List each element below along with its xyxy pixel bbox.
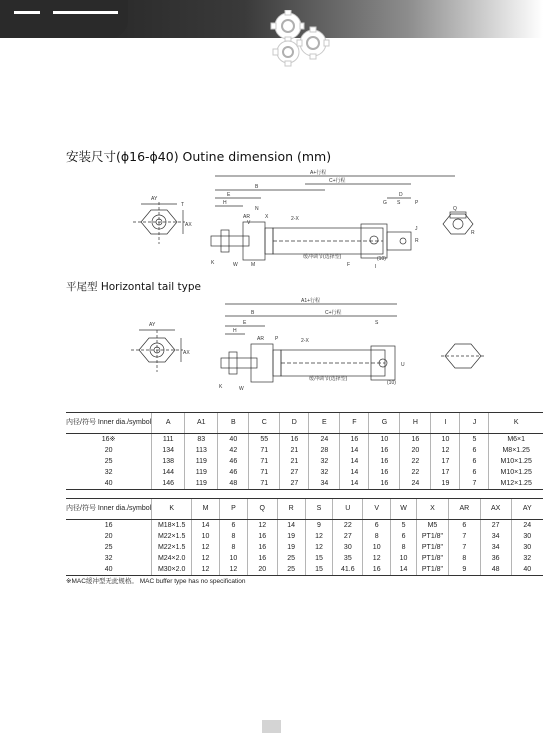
dim-c-stroke: C+行程: [325, 310, 342, 316]
table-cell: 27: [280, 478, 309, 490]
dim-ax: AX: [185, 222, 192, 228]
table-cell: 15: [305, 553, 333, 564]
buffer-label: 缓冲调节(选择型): [309, 376, 348, 382]
table-cell: 30: [333, 542, 363, 553]
buffer-label: 缓冲调节(选择型): [303, 254, 342, 260]
table-cell: 6: [460, 456, 489, 467]
table-cell: 71: [249, 445, 280, 456]
dim-ar: AR: [257, 336, 264, 342]
table-cell: 8: [448, 553, 480, 564]
table-cell: 6: [391, 531, 417, 542]
table-cell: 71: [249, 478, 280, 490]
table-row: [66, 456, 543, 467]
table-cell: M5: [417, 520, 449, 532]
dim-ax: AX: [183, 350, 190, 356]
dim-t: T: [181, 202, 185, 208]
table-cell: 5: [460, 434, 489, 446]
table-cell: 9: [305, 520, 333, 532]
table-cell: 14: [340, 467, 369, 478]
table-cell: 32: [511, 553, 543, 564]
dim-w: W: [233, 262, 238, 268]
table-cell: 6: [460, 445, 489, 456]
page-number-tab: [262, 720, 281, 733]
table-cell: 40: [66, 564, 152, 576]
table-cell: 10: [391, 553, 417, 564]
table-cell: 83: [185, 434, 218, 446]
dim-10: (10): [377, 256, 386, 262]
table-cell: 17: [431, 467, 460, 478]
dim-r2: R: [471, 230, 475, 236]
table-cell: M30×2.0: [152, 564, 192, 576]
table-cell: 12: [219, 564, 247, 576]
table-cell: 41.6: [333, 564, 363, 576]
table-cell: 46: [218, 456, 249, 467]
header-cell: H: [400, 413, 431, 434]
dim-p: P: [415, 200, 419, 206]
header-cell: R: [277, 499, 305, 520]
dim-f: F: [347, 262, 351, 268]
table-cell: 111: [152, 434, 185, 446]
header-cell: Q: [247, 499, 277, 520]
dim-s: S: [397, 200, 401, 206]
header-cell: U: [333, 499, 363, 520]
dim-h: H: [233, 328, 237, 334]
header-cell: P: [219, 499, 247, 520]
horizontal-tail-title: 平尾型 Horizontal tail type: [66, 281, 201, 293]
dim-p: P: [275, 336, 279, 342]
table-cell: 8: [391, 542, 417, 553]
table-cell: 27: [480, 520, 511, 532]
table-cell: 15: [305, 564, 333, 576]
table-cell: PT1/8": [417, 542, 449, 553]
table-cell: 12: [192, 564, 220, 576]
dim-ay: AY: [151, 196, 158, 202]
dim-ay: AY: [149, 322, 156, 328]
header-cell: F: [340, 413, 369, 434]
table-cell: 10: [363, 542, 391, 553]
table-cell: 71: [249, 467, 280, 478]
header-tab: [0, 0, 128, 38]
dim-j: J: [415, 226, 418, 232]
table-cell: 20: [104, 533, 113, 540]
table-cell: 32: [104, 469, 113, 476]
table-cell: 48: [218, 478, 249, 490]
table-cell: 22: [400, 456, 431, 467]
table-cell: 27: [280, 467, 309, 478]
dim-k: K: [211, 260, 215, 266]
table-row: [66, 434, 543, 446]
table-cell: 22: [400, 467, 431, 478]
table-cell: 36: [480, 553, 511, 564]
table-cell: 25: [277, 564, 305, 576]
table-cell: 24: [511, 520, 543, 532]
side-view-hexagon: [443, 214, 473, 234]
table-cell: 40: [511, 564, 543, 576]
table-cell: 40: [218, 434, 249, 446]
table-cell: 10: [192, 531, 220, 542]
table-cell: 8: [363, 531, 391, 542]
header-cell: G: [369, 413, 400, 434]
table-cell: M10×1.25: [489, 467, 543, 478]
table-cell: 14: [340, 445, 369, 456]
table-cell: 20: [104, 447, 113, 454]
dimension-table-1: [66, 412, 543, 490]
header-cell: A: [152, 413, 185, 434]
dim-a1-stroke: A1+行程: [301, 298, 321, 304]
table-cell: 19: [277, 542, 305, 553]
table-cell: 27: [333, 531, 363, 542]
header-cell: AY: [511, 499, 543, 520]
table-row: [66, 445, 543, 456]
table-cell: 10: [431, 434, 460, 446]
dimension-table-2: [66, 498, 543, 576]
dim-v: V: [247, 220, 251, 226]
table-cell: 6: [363, 520, 391, 532]
header-cell: W: [391, 499, 417, 520]
table-row: [66, 564, 543, 576]
table-cell: 12: [247, 520, 277, 532]
dim-u: U: [401, 362, 405, 368]
header-cell: X: [417, 499, 449, 520]
table-cell: 34: [480, 531, 511, 542]
table-cell: 7: [448, 542, 480, 553]
table-cell: 14: [192, 520, 220, 532]
table-cell: M22×1.5: [152, 531, 192, 542]
table-cell: 14: [391, 564, 417, 576]
table-cell: 25: [104, 544, 113, 551]
dim-r: R: [415, 238, 419, 244]
header-line-left: [14, 11, 40, 14]
table-cell: 34: [309, 478, 340, 490]
table-cell: 24: [309, 434, 340, 446]
outline-drawing-horizontal-tail: [125, 294, 495, 398]
outline-drawing-standard: [115, 166, 485, 274]
table-cell: PT1/8": [417, 553, 449, 564]
table-cell: 16: [369, 478, 400, 490]
header-cell: B: [218, 413, 249, 434]
table-cell: 16: [369, 445, 400, 456]
table-cell: 35: [333, 553, 363, 564]
table-cell: 12: [431, 445, 460, 456]
header-cell: D: [280, 413, 309, 434]
table-cell: 10: [219, 553, 247, 564]
dim-n: N: [255, 206, 259, 212]
table-cell: 20: [400, 445, 431, 456]
table-cell: 144: [152, 467, 185, 478]
dim-h: H: [223, 200, 227, 206]
dim-s: S: [375, 320, 379, 326]
table-header-row: [66, 413, 543, 434]
table-cell: 12: [192, 542, 220, 553]
table-cell: 113: [185, 445, 218, 456]
dim-q: Q: [453, 206, 457, 212]
table-cell: 12: [363, 553, 391, 564]
table-cell: 119: [185, 456, 218, 467]
table-cell: M8×1.25: [489, 445, 543, 456]
table-row: [66, 553, 543, 564]
table-cell: 16: [369, 456, 400, 467]
header-cell: A1: [185, 413, 218, 434]
table-cell: PT1/8": [417, 564, 449, 576]
table-cell: M22×1.5: [152, 542, 192, 553]
dim-2x: 2-X: [301, 338, 309, 344]
table-cell: 134: [152, 445, 185, 456]
front-cover: [243, 222, 265, 260]
table-cell: 6: [219, 520, 247, 532]
table-cell: 20: [247, 564, 277, 576]
dim-b: B: [255, 184, 259, 190]
table-cell: 48: [480, 564, 511, 576]
header-cell: V: [363, 499, 391, 520]
dim-d: D: [399, 192, 403, 198]
footnote: ※MAC缓冲型无此规格。 MAC buffer type has no specification: [66, 578, 246, 585]
table-cell: 16: [280, 434, 309, 446]
table-row: [66, 478, 543, 490]
dim-e: E: [227, 192, 231, 198]
table-cell: 16: [369, 467, 400, 478]
table-cell: 32: [309, 456, 340, 467]
header-cell: 内径/符号 Inner dia./symbol: [66, 413, 152, 434]
table-cell: 16: [247, 531, 277, 542]
table-cell: 16: [400, 434, 431, 446]
table-cell: 55: [249, 434, 280, 446]
table-cell: 16※: [101, 436, 116, 443]
table-cell: 16: [363, 564, 391, 576]
gears-icon: [268, 10, 338, 72]
table-cell: M6×1: [489, 434, 543, 446]
header-cell: AR: [448, 499, 480, 520]
table-cell: M24×2.0: [152, 553, 192, 564]
table-row: [66, 467, 543, 478]
rear-clevis: [387, 232, 411, 250]
dim-w: W: [239, 386, 244, 392]
table-cell: 16: [247, 553, 277, 564]
table-cell: 8: [219, 531, 247, 542]
table-cell: M18×1.5: [152, 520, 192, 532]
table-cell: 6: [448, 520, 480, 532]
header-cell: M: [192, 499, 220, 520]
table-cell: M10×1.25: [489, 456, 543, 467]
table-cell: M12×1.25: [489, 478, 543, 490]
table-cell: 28: [309, 445, 340, 456]
table-cell: 21: [280, 456, 309, 467]
dim-m: M: [251, 262, 256, 268]
table-cell: 25: [277, 553, 305, 564]
header-cell: I: [431, 413, 460, 434]
header-cell: E: [309, 413, 340, 434]
dim-b: B: [251, 310, 255, 316]
table-cell: 7: [448, 531, 480, 542]
table-cell: 5: [391, 520, 417, 532]
table-cell: 32: [104, 555, 113, 562]
header-cell: 内径/符号 Inner dia./symbol: [66, 499, 152, 520]
table-cell: 10: [369, 434, 400, 446]
table-cell: 42: [218, 445, 249, 456]
table-row: [66, 520, 543, 532]
dim-e: E: [243, 320, 247, 326]
table-row: [66, 531, 543, 542]
table-cell: 24: [400, 478, 431, 490]
table-cell: 19: [431, 478, 460, 490]
dim-k: K: [219, 384, 223, 390]
table-header-row: [66, 499, 543, 520]
table-cell: 12: [305, 542, 333, 553]
table-cell: 71: [249, 456, 280, 467]
dim-10: (10): [387, 380, 396, 386]
table-cell: 14: [340, 478, 369, 490]
table-cell: 146: [152, 478, 185, 490]
table-cell: 12: [192, 553, 220, 564]
table-cell: 16: [247, 542, 277, 553]
header-cell: J: [460, 413, 489, 434]
table-cell: 119: [185, 478, 218, 490]
dim-2x: 2-X: [291, 216, 299, 222]
table-cell: 25: [104, 458, 113, 465]
table-cell: 12: [305, 531, 333, 542]
table-cell: 8: [219, 542, 247, 553]
table-cell: 138: [152, 456, 185, 467]
table-cell: 32: [309, 467, 340, 478]
dim-c-stroke: C+行程: [329, 178, 346, 184]
table-cell: 21: [280, 445, 309, 456]
header-cell: S: [305, 499, 333, 520]
section-title: 安装尺寸(ϕ16-ϕ40) Outine dimension (mm): [66, 149, 332, 164]
table-cell: 7: [460, 478, 489, 490]
header-cell: C: [249, 413, 280, 434]
table-cell: 9: [448, 564, 480, 576]
table-cell: 34: [480, 542, 511, 553]
dim-g: G: [383, 200, 387, 206]
dim-a-stroke: A+行程: [310, 170, 327, 176]
table-cell: 19: [277, 531, 305, 542]
dim-ar: AR: [243, 214, 250, 220]
table-cell: 22: [333, 520, 363, 532]
table-cell: 40: [66, 478, 152, 490]
table-cell: 119: [185, 467, 218, 478]
header-cell: K: [152, 499, 192, 520]
table-cell: 17: [431, 456, 460, 467]
table-cell: 16: [104, 522, 113, 529]
table-cell: 46: [218, 467, 249, 478]
table-cell: 14: [340, 456, 369, 467]
table-cell: 14: [277, 520, 305, 532]
header-cell: K: [489, 413, 543, 434]
dim-i: I: [375, 264, 377, 270]
dim-x: X: [265, 214, 269, 220]
table-cell: 30: [511, 531, 543, 542]
table-row: [66, 542, 543, 553]
table-cell: PT1/8": [417, 531, 449, 542]
table-cell: 6: [460, 467, 489, 478]
header-cell: AX: [480, 499, 511, 520]
table-cell: 30: [511, 542, 543, 553]
header-line-right: [53, 11, 118, 14]
table-cell: 16: [340, 434, 369, 446]
